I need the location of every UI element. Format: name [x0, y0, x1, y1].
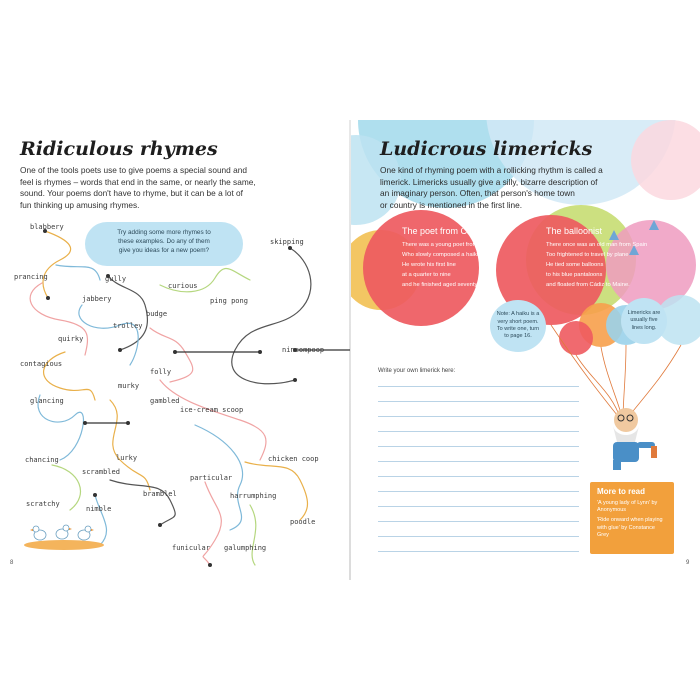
rhyme-word: budge — [146, 310, 168, 318]
poem-line: at a quarter to nine — [402, 272, 451, 278]
poem-line: Who slowly composed a haiku. — [402, 252, 482, 258]
maze-line — [110, 480, 175, 525]
rhyme-word: nimble — [86, 505, 112, 513]
maze-line — [232, 248, 311, 384]
bubble-line: these examples. Do any of them — [118, 238, 210, 245]
poem-line: and he finished aged seventy-two — [402, 282, 489, 288]
writing-line[interactable] — [378, 416, 579, 417]
poem-line: Too frightened to travel by plane — [546, 252, 629, 258]
birds-illustration — [22, 515, 112, 551]
writing-line[interactable] — [378, 551, 579, 552]
poem-line: and floated from Cádiz to Maine. — [546, 282, 630, 288]
balloon-string — [626, 345, 681, 420]
rhyme-word: quirky — [58, 335, 84, 343]
right-intro-line: or country is mentioned in the first line. — [380, 199, 523, 210]
note-line: Limericks are — [627, 309, 661, 316]
maze-line — [160, 380, 266, 460]
reading-item: 'Ride onward when playing with glue' by Constance Grey — [597, 517, 663, 538]
rhyme-word: blabbery — [30, 223, 64, 231]
maze-dot — [258, 350, 262, 354]
poem-title: The poet from Crewe — [402, 226, 487, 236]
rhyme-word: gambled — [150, 397, 180, 405]
poem-line: There was a young poet from Crewe — [402, 242, 496, 248]
maze-line — [108, 276, 147, 350]
rhyme-word: nincompoop — [282, 346, 325, 354]
writing-line[interactable] — [378, 446, 579, 447]
rhyme-word: chancing — [25, 456, 59, 464]
haiku-note — [490, 300, 546, 352]
right-intro-line: One kind of rhyming poem with a rollicking rhythm is called a — [380, 165, 603, 175]
maze-line — [250, 505, 256, 565]
writing-line[interactable] — [378, 431, 579, 432]
rhyme-word: funicular — [172, 544, 210, 552]
maze-line — [79, 305, 138, 365]
old-man-figure — [613, 408, 657, 470]
poem-line: He wrote his first line — [402, 262, 456, 268]
maze-line — [203, 482, 221, 565]
poem-title: The balloonist — [546, 226, 603, 236]
rhyme-word: prancing — [14, 273, 48, 281]
rhyme-word: poodle — [290, 518, 316, 526]
more-to-read-box — [590, 482, 674, 554]
poem-line: There once was an old man from Spain — [546, 242, 648, 248]
maze-dot — [83, 421, 87, 425]
rhyme-word: ping pong — [210, 297, 248, 305]
maze-dot — [46, 296, 50, 300]
maze-dot — [158, 523, 162, 527]
left-intro-line: feel is rhymes – words that end in the same, or nearly the same, — [20, 176, 256, 187]
maze-line — [245, 462, 308, 520]
rhyme-word: chicken coop — [268, 455, 319, 463]
left-instruction-bubble — [85, 222, 243, 266]
maze-dot — [93, 493, 97, 497]
rhyme-word: lurky — [116, 454, 138, 462]
writing-line[interactable] — [378, 386, 579, 387]
maze-line — [43, 231, 71, 298]
rhyme-word: contagious — [20, 360, 63, 368]
note-line: to page 16. — [504, 333, 532, 340]
maze-line — [110, 400, 150, 490]
right-page-number: 9 — [686, 560, 690, 566]
poem-line: He tied some balloons — [546, 262, 604, 268]
maze-dot — [293, 378, 297, 382]
writing-line[interactable] — [378, 461, 579, 462]
rhyme-word: scrambled — [82, 468, 120, 476]
note-line: very short poem. — [497, 318, 539, 325]
write-prompt-label: Write your own limerick here: — [378, 368, 456, 374]
maze-dot — [288, 246, 292, 250]
right-intro — [380, 165, 610, 211]
note-line: lines long. — [631, 324, 657, 331]
writing-line[interactable] — [378, 401, 579, 402]
writing-line[interactable] — [378, 521, 579, 522]
writing-line[interactable] — [378, 506, 579, 507]
left-page-title: Ridiculous rhymes — [20, 138, 218, 160]
rhyme-word: trolley — [113, 322, 143, 330]
note-line: usually five — [630, 317, 658, 324]
bubble-line: give you ideas for a new poem? — [118, 247, 210, 254]
rhyme-word: harrumphing — [230, 492, 277, 500]
right-page-title: Ludicrous limericks — [380, 138, 593, 160]
rhyme-word: gully — [105, 275, 127, 283]
maze-dot — [118, 348, 122, 352]
limerick-note — [621, 298, 667, 344]
rhyme-word: particular — [190, 474, 233, 482]
rhyme-word: skipping — [270, 238, 304, 246]
rhyme-word: jabbery — [82, 295, 112, 303]
note-line: Note: A haiku is a — [496, 311, 540, 318]
left-page-number: 8 — [10, 560, 14, 566]
left-intro-line: One of the tools poets use to give poems a special sound and — [20, 165, 247, 175]
maze-dot — [208, 563, 212, 567]
rhyme-word: bramblel — [143, 490, 177, 498]
more-to-read-title: More to read — [597, 487, 646, 496]
poem-line: to his blue pantaloons — [546, 272, 603, 278]
maze-dot — [126, 421, 130, 425]
rhyme-word: glancing — [30, 397, 64, 405]
rhyme-word: curious — [168, 282, 198, 290]
left-intro-line: fun thinking up amusing rhymes. — [20, 199, 140, 210]
rhyme-word: scratchy — [26, 500, 60, 508]
rhyme-word: murky — [118, 382, 140, 390]
left-intro-line: sound. Your poems don't have to rhyme, but it can be a lot of — [20, 188, 243, 198]
reading-item: 'A young lady of Lynn' by Anonymous — [597, 500, 658, 514]
right-intro-line: an imaginary person. Often, that person's home town — [380, 188, 575, 198]
balloon-string — [576, 355, 621, 420]
maze-dot — [173, 350, 177, 354]
rhyme-word: ice-cream scoop — [180, 406, 244, 414]
writing-line[interactable] — [378, 476, 579, 477]
rhyme-word: galumphing — [224, 544, 267, 552]
right-intro-line: limerick. Limericks usually give a silly, bizarre description of — [380, 176, 598, 187]
writing-line[interactable] — [378, 491, 579, 492]
rhyme-word: folly — [150, 368, 172, 376]
maze-line — [56, 265, 100, 280]
book-spread — [0, 120, 700, 580]
maze-line — [30, 283, 87, 355]
bubble-line: Try adding some more rhymes to — [117, 229, 211, 236]
writing-line[interactable] — [378, 536, 579, 537]
note-line: To write one, turn — [496, 326, 540, 332]
